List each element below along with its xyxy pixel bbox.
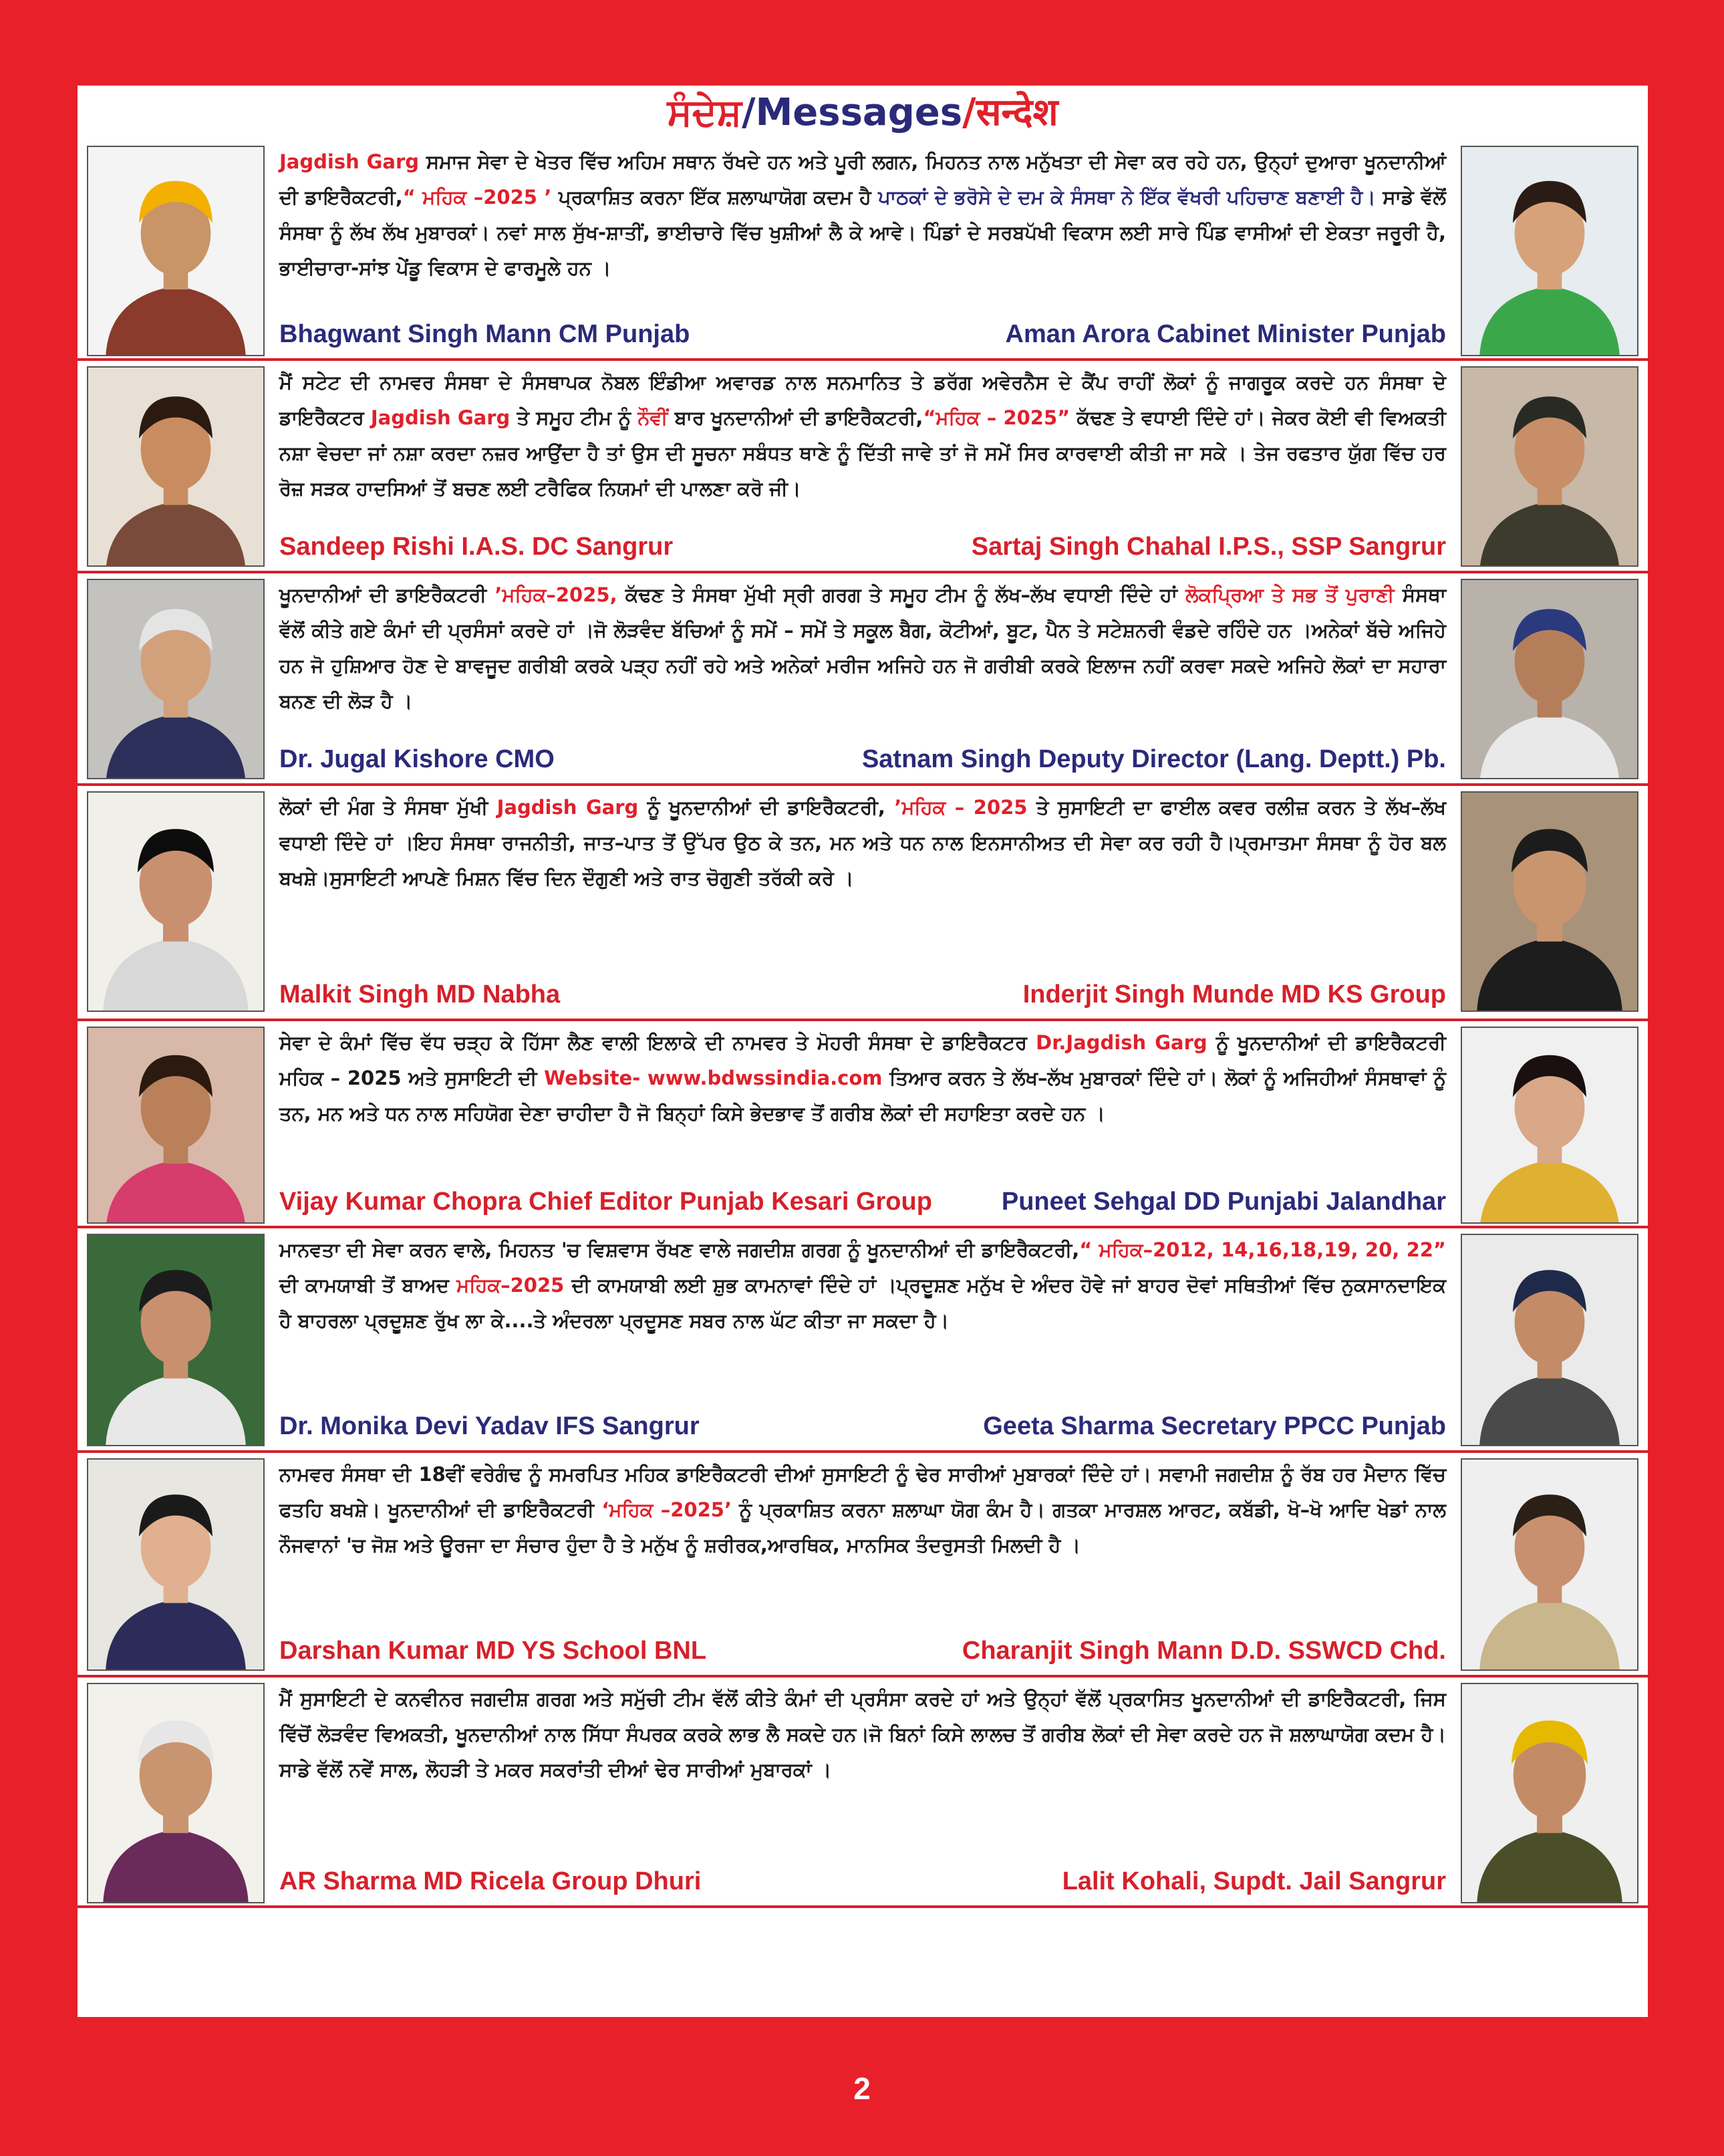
- message-fragment: ਸੇਵਾ ਦੇ ਕੰਮਾਂ ਵਿੱਚ ਵੱਧ ਚੜ੍ਹ ਕੇ ਹਿੱਸਾ ਲੈਣ ਵਾਲੀ ਇਲਾਕੇ ਦੀ ਨਾਮਵਰ ਤੇ ਮੋਹਰੀ ਸੰਸਥਾ ਦੇ ਡਾਇਰੈਕਟਰ: [279, 1031, 1036, 1054]
- portrait-right: [1461, 1458, 1638, 1671]
- page-heading: [78, 86, 1648, 140]
- page-number: 2: [853, 2071, 871, 2106]
- message-row: [78, 1021, 1648, 1228]
- message-fragment: “ ਮਹਿਕ–2012, 14,16,18,19, 20, 22”: [1079, 1238, 1446, 1261]
- portrait-left: [87, 1458, 265, 1671]
- message-text: [279, 1457, 1446, 1563]
- signatory-left: Dr. Monika Devi Yadav IFS Sangrur: [279, 1412, 700, 1440]
- signatory-left: Bhagwant Singh Mann CM Punjab: [279, 320, 690, 348]
- signatory-left: AR Sharma MD Ricela Group Dhuri: [279, 1867, 702, 1895]
- message-text: [279, 1681, 1446, 1788]
- message-fragment: ਮੈਂ ਸਟੇਟ ਦੀ ਨਾਮਵਰ ਸੰਸਥਾ ਦੇ ਸੰਸਥਾਪਕ ਨੋਬਲ ਇੰਡੀਆ ਅਵਾਰਡ ਨਾਲ ਸਨਮਾਨਿਤ ਤੇ ਡਰੱਗ ਅਵੇਰਨੈਸ ਦੇ ਕੈਂਪ ਰਾਹੀਂ ਲੋਕਾਂ ਨੂੰ ਜਾਗਰੂਕ ਕਰਦੇ ਹਨ ਸੰਸਥਾ ਦੇ ਡਾਇਰੈਕਟਰ: [279, 371, 1446, 429]
- heading-punjabi: ਸੰਦੇਸ਼: [667, 91, 742, 134]
- signatory-right: Puneet Sehgal DD Punjabi Jalandhar: [1001, 1188, 1446, 1216]
- signatory-left: Vijay Kumar Chopra Chief Editor Punjab Kesari Group: [279, 1188, 932, 1216]
- message-text: [279, 790, 1446, 896]
- portrait-right: [1461, 579, 1638, 779]
- message-row: [78, 786, 1648, 1021]
- message-fragment: ਨੂੰ ਖੂਨਦਾਨੀਆਂ ਦੀ ਡਾਇਰੈਕਟਰੀ ਮਹਿਕ – 2025 ਅਤੇ ਸੁਸਾਇਟੀ ਦੀ: [279, 1031, 1446, 1089]
- message-fragment: ਮੈਂ ਸੁਸਾਇਟੀ ਦੇ ਕਨਵੀਨਰ ਜਗਦੀਸ਼ ਗਰਗ ਅਤੇ ਸਮੁੱਚੀ ਟੀਮ ਵੱਲੋਂ ਕੀਤੇ ਕੰਮਾਂ ਦੀ ਪ੍ਰਸੰਸਾ ਕਰਦੇ ਹਾਂ ਅਤੇ ਉਨ੍ਹਾਂ ਵੱਲੋਂ ਪ੍ਰਕਾਸਿਤ ਖੂਨਦਾਨੀਆਂ ਦੀ ਡਾਇਰੈਕਟਰੀ, ਜਿਸ ਵਿੱਚੋਂ ਲੋੜਵੰਦ ਵਿਅਕਤੀ, ਖੂਨਦਾਨੀਆਂ ਨਾਲ ਸਿੱਧਾ ਸੰਪਰਕ ਕਰਕੇ ਲਾਭ ਲੈ ਸਕਦੇ ਹਨ।ਜੋ ਬਿਨਾਂ ਕਿਸੇ ਲਾਲਚ ਤੋਂ ਗਰੀਬ ਲੋਕਾਂ ਦੀ ਸੇਵਾ ਕਰਦੇ ਹਨ ਜੋ ਸ਼ਲਾਘਾਯੋਗ ਕਦਮ ਹੈ। ਸਾਡੇ ਵੱਲੋਂ ਨਵੇਂ ਸਾਲ, ਲੋਹੜੀ ਤੇ ਮਕਰ ਸਕਰਾਂਤੀ ਦੀਆਂ ਢੇਰ ਸਾਰੀਆਂ ਮੁਬਾਰਕਾਂ ।: [279, 1688, 1446, 1781]
- message-text: [279, 1232, 1446, 1339]
- message-fragment: ਤਿਆਰ ਕਰਨ ਤੇ ਲੱਖ–ਲੱਖ ਮੁਬਾਰਕਾਂ ਦਿੰਦੇ ਹਾਂ। ਲੋਕਾਂ ਨੂੰ ਅਜਿਹੀਆਂ ਸੰਸਥਾਵਾਂ ਨੂੰ ਤਨ, ਮਨ ਅਤੇ ਧਨ ਨਾਲ ਸਹਿਯੋਗ ਦੇਣਾ ਚਾਹੀਦਾ ਹੈ ਜੋ ਬਿਨ੍ਹਾਂ ਕਿਸੇ ਭੇਦਭਾਵ ਤੋਂ ਗਰੀਬ ਲੋਕਾਂ ਦੀ ਸਹਾਇਤਾ ਕਰਦੇ ਹਨ ।: [279, 1067, 1446, 1125]
- portrait-left: [87, 1234, 265, 1446]
- heading-separator: /: [962, 91, 976, 134]
- message-row: [78, 1453, 1648, 1677]
- message-fragment: ਪ੍ਰਕਾਸ਼ਿਤ ਕਰਨਾ ਇੱਕ ਸ਼ਲਾਘਾਯੋਗ ਕਦਮ ਹੈ: [551, 186, 879, 209]
- portrait-left: [87, 1683, 265, 1903]
- message-fragment: Dr.Jagdish Garg: [1036, 1031, 1207, 1054]
- message-fragment: “ਮਹਿਕ – 2025”: [923, 406, 1070, 429]
- message-fragment: ਨੂੰ ਪ੍ਰਕਾਸ਼ਿਤ ਕਰਨਾ ਸ਼ਲਾਘਾ ਯੋਗ ਕੰਮ ਹੈ। ਗਤਕਾ ਮਾਰਸ਼ਲ ਆਰਟ, ਕਬੱਡੀ, ਖੋ–ਖੋ ਆਦਿ ਖੇਡਾਂ ਨਾਲ ਨੌਜਵਾਨਾਂ 'ਚ ਜੋਸ਼ ਅਤੇ ਊਰਜਾ ਦਾ ਸੰਚਾਰ ਹੁੰਦਾ ਹੈ ਤੇ ਮਨੁੱਖ ਨੂੰ ਸ਼ਰੀਰਕ,ਆਰਥਿਕ, ਮਾਨਸਿਕ ਤੰਦਰੁਸਤੀ ਮਿਲਦੀ ਹੈ ।: [279, 1498, 1446, 1557]
- signatory-right: Aman Arora Cabinet Minister Punjab: [1005, 320, 1446, 348]
- portrait-right: [1461, 1234, 1638, 1446]
- message-fragment: ‘ਮਹਿਕ –2025’: [601, 1498, 732, 1521]
- message-fragment: ਕੱਢਣ ਤੇ ਵਧਾਈ ਦਿੰਦੇ ਹਾਂ। ਜੇਕਰ ਕੋਈ ਵੀ ਵਿਅਕਤੀ ਨਸ਼ਾ ਵੇਚਦਾ ਜਾਂ ਨਸ਼ਾ ਕਰਦਾ ਨਜ਼ਰ ਆਉਂਦਾ ਹੈ ਤਾਂ ਉਸ ਦੀ ਸੂਚਨਾ ਸਬੰਧਤ ਥਾਣੇ ਨੂੰ ਦਿੱਤੀ ਜਾਵੇ ਤਾਂ ਜੋ ਸਮੇਂ ਸਿਰ ਕਾਰਵਾਈ ਕੀਤੀ ਜਾ ਸਕੇ । ਤੇਜ ਰਫਤਾਰ ਯੁੱਗ ਵਿੱਚ ਹਰ ਰੋਜ਼ ਸੜਕ ਹਾਦਸਿਆਂ ਤੋਂ ਬਚਣ ਲਈ ਟਰੈਫਿਕ ਨਿਯਮਾਂ ਦੀ ਪਾਲਣਾ ਕਰੋ ਜੀ।: [279, 406, 1446, 500]
- message-fragment: ਕੱਢਣ ਤੇ ਸੰਸਥਾ ਮੁੱਖੀ ਸ੍ਰੀ ਗਰਗ ਤੇ ਸਮੂਹ ਟੀਮ ਨੂੰ ਲੱਖ–ਲੱਖ ਵਧਾਈ ਦਿੰਦੇ ਹਾਂ: [617, 583, 1186, 606]
- message-fragment: ਨੌਵੀਂ: [637, 406, 668, 429]
- signatory-left: Malkit Singh MD Nabha: [279, 980, 561, 1008]
- heading-separator: /: [742, 91, 756, 134]
- message-fragment: ਲੋਕਪ੍ਰਿਆ ਤੇ ਸਭ ਤੋਂ ਪੁਰਾਣੀ: [1185, 583, 1395, 606]
- message-fragment: ਲੋਕਾਂ ਦੀ ਮੰਗ ਤੇ ਸੰਸਥਾ ਮੁੱਖੀ: [279, 796, 497, 819]
- message-fragment: ਦੀ ਕਾਮਯਾਬੀ ਲਈ ਸ਼ੁਭ ਕਾਮਨਾਵਾਂ ਦਿੰਦੇ ਹਾਂ ।ਪ੍ਰਦੂਸ਼ਣ ਮਨੁੱਖ ਦੇ ਅੰਦਰ ਹੋਵੇ ਜਾਂ ਬਾਹਰ ਦੋਵਾਂ ਸਥਿਤੀਆਂ ਵਿੱਚ ਨੁਕਸਾਨਦਾਇਕ ਹੈ ਬਾਹਰਲਾ ਪ੍ਰਦੂਸ਼ਣ ਰੁੱਖ ਲਾ ਕੇ....ਤੇ ਅੰਦਰਲਾ ਪ੍ਰਦੂਸਣ ਸਬਰ ਨਾਲ ਘੱਟ ਕੀਤਾ ਜਾ ਸਕਦਾ ਹੈ।: [279, 1274, 1446, 1332]
- message-fragment: Jagdish Garg: [370, 406, 511, 429]
- heading-hindi: सन्देश: [976, 91, 1058, 134]
- signatory-left: Darshan Kumar MD YS School BNL: [279, 1637, 707, 1665]
- message-fragment: ਖੂਨਦਾਨੀਆਂ ਦੀ ਡਾਇਰੈਕਟਰੀ: [279, 583, 495, 606]
- message-row: [78, 573, 1648, 786]
- portrait-right: [1461, 1683, 1638, 1903]
- portrait-right: [1461, 791, 1638, 1012]
- message-fragment: ਤੇ ਸੁਸਾਇਟੀ ਦਾ ਫਾਈਲ ਕਵਰ ਰਲੀਜ਼ ਕਰਨ ਤੇ ਲੱਖ–ਲੱਖ ਵਧਾਈ ਦਿੰਦੇ ਹਾਂ ।ਇਹ ਸੰਸਥਾ ਰਾਜਨੀਤੀ, ਜਾਤ–ਪਾਤ ਤੋਂ ਉੱਪਰ ਉਠ ਕੇ ਤਨ, ਮਨ ਅਤੇ ਧਨ ਨਾਲ ਇਨਸਾਨੀਅਤ ਦੀ ਸੇਵਾ ਕਰ ਰਹੀ ਹੈ।ਪ੍ਰਮਾਤਮਾ ਸੰਸਥਾ ਨੂੰ ਹੋਰ ਬਲ ਬਖਸ਼ੇ।ਸੁਸਾਇਟੀ ਆਪਣੇ ਮਿਸ਼ਨ ਵਿੱਚ ਦਿਨ ਦੌਗੁਣੀ ਅਤੇ ਰਾਤ ਚੋਗੁਣੀ ਤਰੱਕੀ ਕਰੇ ।: [279, 796, 1446, 890]
- portrait-left: [87, 366, 265, 567]
- portrait-left: [87, 791, 265, 1012]
- message-fragment: ’ਮਹਿਕ – 2025: [894, 796, 1028, 819]
- message-row: [78, 1228, 1648, 1453]
- signatory-right: Geeta Sharma Secretary PPCC Punjab: [983, 1412, 1446, 1440]
- message-fragment: ਸੰਸਥਾ ਵੱਲੋਂ ਕੀਤੇ ਗਏ ਕੰਮਾਂ ਦੀ ਪ੍ਰਸੰਸਾਂ ਕਰਦੇ ਹਾਂ ।ਜੋ ਲੋੜਵੰਦ ਬੱਚਿਆਂ ਨੂੰ ਸਮੇਂ – ਸਮੇਂ ਤੇ ਸਕੂਲ ਬੈਗ, ਕੋਟੀਆਂ, ਬੂਟ, ਪੈਨ ਤੇ ਸਟੇਸ਼ਨਰੀ ਵੰਡਦੇ ਰਹਿੰਦੇ ਹਨ ।ਅਨੇਕਾਂ ਬੱਚੇ ਅਜਿਹੇ ਹਨ ਜੋ ਹੁਸ਼ਿਆਰ ਹੋਣ ਦੇ ਬਾਵਜੂਦ ਗਰੀਬੀ ਕਰਕੇ ਪੜ੍ਹ ਨਹੀਂ ਰਹੇ ਅਤੇ ਅਨੇਕਾਂ ਮਰੀਜ ਅਜਿਹੇ ਹਨ ਜੋ ਗਰੀਬੀ ਕਰਕੇ ਇਲਾਜ ਨਹੀਂ ਕਰਵਾ ਸਕਦੇ ਅਜਿਹੇ ਲੋਕਾਂ ਦਾ ਸਹਾਰਾ ਬਨਣ ਦੀ ਲੋੜ ਹੈ ।: [279, 583, 1447, 712]
- message-row: [78, 361, 1648, 573]
- message-fragment: ਨੂੰ ਖੂਨਦਾਨੀਆਂ ਦੀ ਡਾਇਰੈਕਟਰੀ,: [638, 796, 895, 819]
- signatory-right: Satnam Singh Deputy Director (Lang. Deptt.) Pb.: [861, 745, 1446, 773]
- message-fragment: Website- www.bdwssindia.com: [544, 1067, 883, 1089]
- message-fragment: ’ਮਹਿਕ–2025,: [494, 583, 617, 606]
- signatory-right: Lalit Kohali, Supdt. Jail Sangrur: [1062, 1867, 1446, 1895]
- message-fragment: ਮਾਨਵਤਾ ਦੀ ਸੇਵਾ ਕਰਨ ਵਾਲੇ, ਮਿਹਨਤ 'ਚ ਵਿਸ਼ਵਾਸ ਰੱਖਣ ਵਾਲੇ ਜਗਦੀਸ਼ ਗਰਗ ਨੂੰ ਖੂਨਦਾਨੀਆਂ ਦੀ ਡਾਇਰੈਕਟਰੀ,: [279, 1238, 1080, 1261]
- signatory-left: Sandeep Rishi I.A.S. DC Sangrur: [279, 533, 674, 561]
- message-fragment: ਮਹਿਕ–2025: [456, 1274, 565, 1297]
- portrait-left: [87, 146, 265, 356]
- message-fragment: “ ਮਹਿਕ –2025 ’: [402, 186, 552, 209]
- message-row: [78, 140, 1648, 361]
- portrait-left: [87, 1027, 265, 1224]
- signatory-left: Dr. Jugal Kishore CMO: [279, 745, 555, 773]
- message-fragment: ਪਾਠਕਾਂ ਦੇ ਭਰੋਸੇ ਦੇ ਦਮ ਕੇ ਸੰਸਥਾ ਨੇ ਇੱਕ ਵੱਖਰੀ ਪਹਿਚਾਣ ਬਣਾਈ ਹੈ।: [878, 186, 1376, 209]
- message-fragment: ਸਾਡੇ ਵੱਲੋਂ ਸੰਸਥਾ ਨੂੰ ਲੱਖ ਲੱਖ ਮੁਬਾਰਕਾਂ। ਨਵਾਂ ਸਾਲ ਸੁੱਖ-ਸ਼ਾਤੀਂ, ਭਾਈਚਾਰੇ ਵਿੱਚ ਖੁਸ਼ੀਆਂ ਲੈ ਕੇ ਆਵੇ। ਪਿੰਡਾਂ ਦੇ ਸਰਬਪੱਖੀ ਵਿਕਾਸ ਲਈ ਸਾਰੇ ਪਿੰਡ ਵਾਸੀਆਂ ਦੀ ਏਕਤਾ ਜਰੂਰੀ ਹੈ, ਭਾਈਚਾਰਾ-ਸਾਂਝ ਪੇਂਡੂ ਵਿਕਾਸ ਦੇ ਫਾਰਮੂਲੇ ਹਨ ।: [279, 186, 1446, 279]
- message-fragment: Jagdish Garg: [496, 796, 639, 819]
- portrait-left: [87, 579, 265, 779]
- message-fragment: ਦੀ ਕਾਮਯਾਬੀ ਤੋਂ ਬਾਅਦ: [279, 1274, 457, 1297]
- heading-english: Messages: [755, 91, 963, 134]
- signatory-right: Inderjit Singh Munde MD KS Group: [1022, 980, 1446, 1008]
- message-row: [78, 1677, 1648, 1908]
- signatory-right: Charanjit Singh Mann D.D. SSWCD Chd.: [962, 1637, 1446, 1665]
- portrait-right: [1461, 1027, 1638, 1224]
- message-text: [279, 577, 1446, 719]
- signatory-right: Sartaj Singh Chahal I.P.S., SSP Sangrur: [971, 533, 1446, 561]
- message-text: [279, 365, 1446, 507]
- message-fragment: Jagdish Garg: [279, 150, 420, 173]
- message-fragment: ਨਾਮਵਰ ਸੰਸਥਾ ਦੀ 18ਵੀਂ ਵਰੇਗੰਢ ਨੂੰ ਸਮਰਪਿਤ ਮਹਿਕ ਡਾਇਰੈਕਟਰੀ ਦੀਆਂ ਸੁਸਾਇਟੀ ਨੂੰ ਢੇਰ ਸਾਰੀਆਂ ਮੁਬਾਰਕਾਂ ਦਿੰਦੇ ਹਾਂ। ਸਵਾਮੀ ਜਗਦੀਸ਼ ਨੂੰ ਰੱਬ ਹਰ ਮੈਦਾਨ ਵਿੱਚ ਫਤਹਿ ਬਖਸ਼ੇ। ਖੂਨਦਾਨੀਆਂ ਦੀ ਡਾਇਰੈਕਟਰੀ: [279, 1463, 1446, 1521]
- portrait-right: [1461, 366, 1638, 567]
- message-fragment: ਸਮਾਜ ਸੇਵਾ ਦੇ ਖੇਤਰ ਵਿੱਚ ਅਹਿਮ ਸਥਾਨ ਰੱਖਦੇ ਹਨ ਅਤੇ ਪੂਰੀ ਲਗਨ, ਮਿਹਨਤ ਨਾਲ ਮਨੁੱਖਤਾ ਦੀ ਸੇਵਾ ਕਰ ਰਹੇ ਹਨ, ਉਨ੍ਹਾਂ ਦੁਆਰਾ ਖੂਨਦਾਨੀਆਂ ਦੀ ਡਾਇਰੈਕਟਰੀ,: [279, 150, 1446, 209]
- portrait-right: [1461, 146, 1638, 356]
- message-page: [78, 86, 1648, 2017]
- message-fragment: ਤੇ ਸਮੂਹ ਟੀਮ ਨੂੰ: [510, 406, 638, 429]
- message-text: [279, 144, 1446, 286]
- message-fragment: ਬਾਰ ਖੂਨਦਾਨੀਆਂ ਦੀ ਡਾਇਰੈਕਟਰੀ,: [668, 406, 923, 429]
- message-text: [279, 1025, 1446, 1131]
